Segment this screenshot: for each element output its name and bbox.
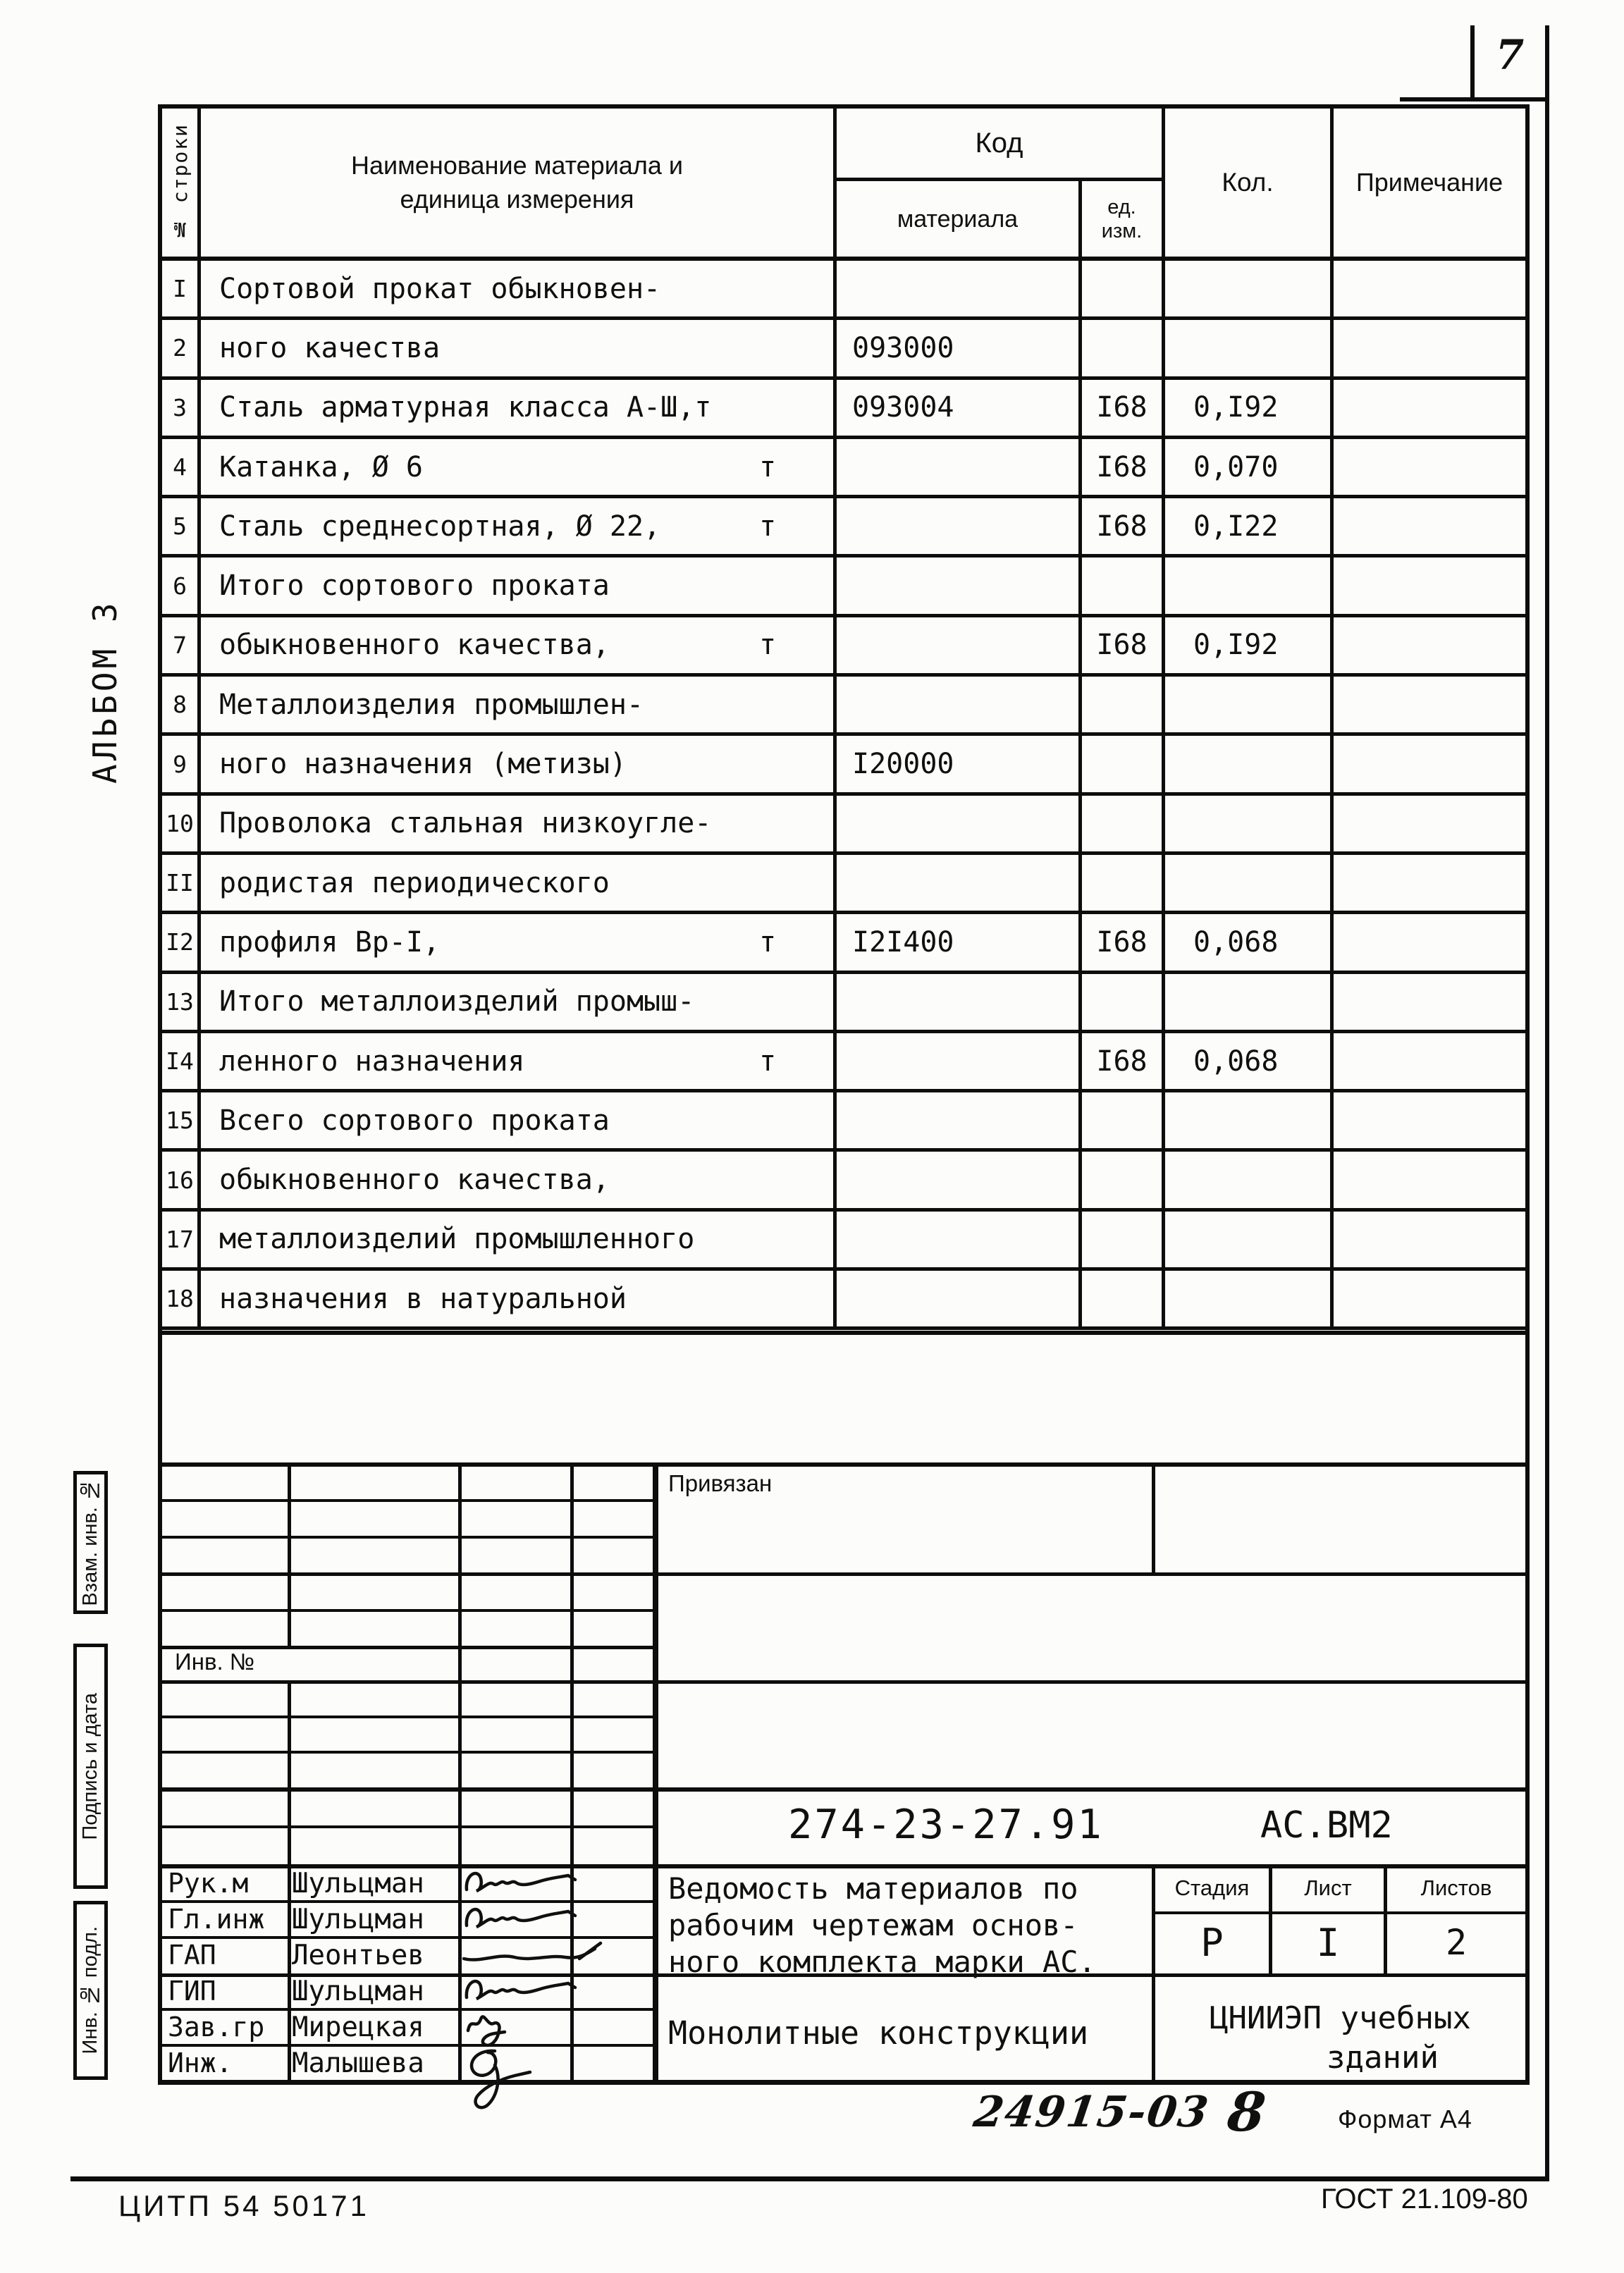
row-number: 9 [162, 736, 201, 795]
row-number: 15 [162, 1092, 201, 1152]
cell-code-unit: I68 [1082, 439, 1165, 498]
signature-role: Зав.гр [168, 2012, 265, 2043]
stamp-line [288, 1462, 291, 1646]
stamp-line [158, 1715, 656, 1718]
strip-vzam-inv: Взам. инв. № [73, 1471, 108, 1614]
cell-material-name: ного качества [201, 320, 837, 379]
stamp-line [158, 1499, 656, 1502]
signature-role: ГАП [168, 1940, 216, 1971]
sheet-value: I [1316, 1920, 1340, 1965]
cell-code-material [837, 439, 1082, 498]
page-number: 7 [1495, 31, 1525, 79]
bottom-frame-line [70, 2176, 1549, 2181]
row-number: 6 [162, 558, 201, 617]
signature-name: Леонтьев [292, 1940, 424, 1971]
signature-name: Малышева [292, 2047, 424, 2079]
row-number: 18 [162, 1271, 201, 1330]
stage-value: Р [1200, 1920, 1224, 1965]
cell-material-name: профиля Вр-I, т [201, 914, 837, 973]
cell-note [1334, 617, 1525, 677]
cell-material-name: Катанка, Ø 6 т [201, 439, 837, 498]
doc-code: АС.ВМ2 [1260, 1804, 1393, 1847]
album-caption: АЛЬБОМ 3 [86, 599, 124, 784]
cell-code-unit: I68 [1082, 617, 1165, 677]
row-number: II [162, 855, 201, 914]
row-number: 10 [162, 796, 201, 855]
signature-role: Инж. [168, 2047, 233, 2078]
cell-quantity [1165, 855, 1334, 914]
cell-quantity: 0,I92 [1165, 617, 1334, 677]
cell-material-name: назначения в натуральной [201, 1271, 837, 1330]
sheets-value: 2 [1445, 1922, 1468, 1963]
cell-code-material [837, 1212, 1082, 1271]
cell-material-name: Проволока стальная низкоугле- [201, 796, 837, 855]
cell-quantity [1165, 1271, 1334, 1330]
right-connector-line [1525, 1335, 1530, 1466]
signature-name: Шульцман [292, 1868, 424, 1899]
header-note: Примечание [1355, 168, 1503, 197]
cell-unit: т [759, 925, 777, 959]
signature-row [158, 2044, 656, 2080]
cell-material-name: родистая периодического [201, 855, 837, 914]
handwritten-sheet-number: 8 [1224, 2081, 1269, 2143]
materials-table [158, 104, 1530, 1335]
row-number: 5 [162, 498, 201, 558]
cell-code-unit [1082, 855, 1165, 914]
table-body [162, 261, 1525, 1330]
sheets-label: Листов [1420, 1875, 1492, 1900]
stamp-line [158, 1462, 1530, 1467]
row-number: 3 [162, 380, 201, 439]
row-number: 8 [162, 677, 201, 736]
cell-code-unit: I68 [1082, 498, 1165, 558]
cell-unit: т [759, 629, 777, 662]
row-number: 16 [162, 1152, 201, 1211]
cell-code-unit [1082, 1271, 1165, 1330]
cell-code-material [837, 498, 1082, 558]
cell-code-unit [1082, 736, 1165, 795]
cell-code-material [837, 677, 1082, 736]
cell-note [1334, 1152, 1525, 1211]
inv-no-label: Инв. № [175, 1649, 255, 1675]
cell-note [1334, 1271, 1525, 1330]
stamp-line [158, 1680, 1530, 1684]
header-code-group [837, 109, 1165, 257]
cell-quantity: 0,068 [1165, 1033, 1334, 1092]
cell-material-name: обыкновенного качества, т [201, 617, 837, 677]
cell-quantity [1165, 1152, 1334, 1211]
row-number: 17 [162, 1212, 201, 1271]
header-qty: Кол. [1165, 109, 1334, 257]
strip-inv-podl: Инв. № подл. [73, 1901, 108, 2080]
cell-code-material [837, 617, 1082, 677]
cell-quantity [1165, 1212, 1334, 1271]
cell-quantity [1165, 677, 1334, 736]
cell-material-name: Итого сортового проката [201, 558, 837, 617]
cell-quantity: 0,I22 [1165, 498, 1334, 558]
format-note: Формат А4 [1338, 2105, 1472, 2133]
signature-name: Шульцман [292, 1904, 424, 1935]
header-row-no: № строки [162, 109, 201, 257]
signature-name: Мирецкая [292, 2012, 424, 2043]
stamp-line [1152, 1462, 1155, 1572]
cell-note [1334, 855, 1525, 914]
cell-code-unit [1082, 1092, 1165, 1152]
cell-code-material [837, 974, 1082, 1033]
header-name: Наименование материала и единица измерения [201, 109, 837, 257]
header-code-material: материала [837, 181, 1082, 257]
stamp-title: Ведомость материалов по рабочим чертежам основ- ного комплекта марки АС. [668, 1871, 1096, 1979]
signature-role: ГИП [168, 1976, 216, 2007]
row-number: 2 [162, 320, 201, 379]
cell-material-name: Сталь среднесортная, Ø 22, т [201, 498, 837, 558]
left-connector-line [158, 1335, 162, 1466]
cell-quantity [1165, 736, 1334, 795]
cell-code-material [837, 796, 1082, 855]
signature-row [158, 2008, 656, 2044]
signature-row [158, 1900, 656, 1936]
stamp-line [158, 1609, 656, 1612]
cell-note [1334, 796, 1525, 855]
header-code-unit: ед. изм. [1101, 196, 1143, 242]
cell-note [1334, 677, 1525, 736]
signature-autograph [461, 2041, 602, 2083]
cell-note [1334, 914, 1525, 973]
pageno-underline [1400, 97, 1549, 101]
row-number: 13 [162, 974, 201, 1033]
signature-row [158, 1864, 656, 1900]
cell-note [1334, 498, 1525, 558]
sheet-label: Лист [1304, 1875, 1352, 1900]
cell-quantity [1165, 974, 1334, 1033]
cell-code-material [837, 1271, 1082, 1330]
cell-code-material [837, 1092, 1082, 1152]
cell-note [1334, 380, 1525, 439]
cell-code-material: I2I400 [837, 914, 1082, 973]
cell-note [1334, 1212, 1525, 1271]
cell-quantity: 0,070 [1165, 439, 1334, 498]
cell-material-name: ленного назначения т [201, 1033, 837, 1092]
pageno-left-line [1470, 25, 1475, 100]
cell-code-unit [1082, 320, 1165, 379]
stamp-line [158, 1751, 656, 1754]
cell-note [1334, 1033, 1525, 1092]
stamp-line [158, 2080, 1530, 2085]
cell-unit: т [759, 450, 777, 483]
cell-code-material: 093004 [837, 380, 1082, 439]
cell-material-name: металлоизделий промышленного [201, 1212, 837, 1271]
cell-material-name: обыкновенного качества, [201, 1152, 837, 1211]
cell-note [1334, 974, 1525, 1033]
strip-podpis-data: Подпись и дата [73, 1644, 108, 1889]
cell-note [1334, 320, 1525, 379]
row-number: I4 [162, 1033, 201, 1092]
stage-label: Стадия [1174, 1875, 1250, 1900]
right-frame-line [1545, 25, 1549, 2176]
cell-code-unit: I68 [1082, 914, 1165, 973]
cell-code-unit [1082, 796, 1165, 855]
stamp-subtitle: Монолитные конструкции [668, 2014, 1089, 2052]
table-header [162, 109, 1525, 261]
signature-row [158, 1936, 656, 1972]
org-name: ЦНИИЭП учебных зданий [1210, 2000, 1471, 2076]
cell-material-name: Итого металлоизделий промыш- [201, 974, 837, 1033]
row-number: I2 [162, 914, 201, 973]
cell-material-name: Сталь арматурная класса А-Ш,т [201, 380, 837, 439]
signature-name: Шульцман [292, 1976, 424, 2007]
cell-code-unit [1082, 558, 1165, 617]
stamp-line [158, 1536, 656, 1539]
cell-code-unit [1082, 677, 1165, 736]
footer-right: ГОСТ 21.109-80 [1321, 2183, 1528, 2215]
cell-code-material [837, 1152, 1082, 1211]
cell-unit: т [759, 510, 777, 543]
cell-note [1334, 439, 1525, 498]
cell-code-material [837, 855, 1082, 914]
cell-code-unit [1082, 1212, 1165, 1271]
handwritten-doc-number: 24915-03 [971, 2088, 1213, 2137]
cell-quantity: 0,I92 [1165, 380, 1334, 439]
signature-role: Гл.инж [168, 1904, 265, 1935]
cell-code-material [837, 1033, 1082, 1092]
cell-code-material [837, 261, 1082, 320]
cell-note [1334, 1092, 1525, 1152]
cell-quantity [1165, 320, 1334, 379]
cell-material-name: Сортовой прокат обыкновен- [201, 261, 837, 320]
cell-note [1334, 736, 1525, 795]
header-code: Код [837, 109, 1162, 181]
cell-quantity: 0,068 [1165, 914, 1334, 973]
signature-role: Рук.м [168, 1868, 249, 1899]
cell-unit: т [759, 1045, 777, 1078]
row-number: 4 [162, 439, 201, 498]
cell-note [1334, 261, 1525, 320]
stamp-line [1525, 1462, 1530, 2084]
cell-code-material [837, 558, 1082, 617]
cell-quantity [1165, 796, 1334, 855]
cell-code-material: 093000 [837, 320, 1082, 379]
stamp-line [158, 1787, 1530, 1792]
cell-quantity [1165, 261, 1334, 320]
row-number: 7 [162, 617, 201, 677]
row-number: I [162, 261, 201, 320]
cell-material-name: Металлоизделия промышлен- [201, 677, 837, 736]
cell-note [1334, 558, 1525, 617]
cell-code-unit: I68 [1082, 1033, 1165, 1092]
cell-code-unit [1082, 1152, 1165, 1211]
signature-row [158, 1972, 656, 2008]
cell-material-name: Всего сортового проката [201, 1092, 837, 1152]
cell-code-unit [1082, 974, 1165, 1033]
privyazan-label: Привязан [668, 1470, 773, 1496]
cell-material-name: ного назначения (метизы) [201, 736, 837, 795]
cell-code-material: I20000 [837, 736, 1082, 795]
footer-left: ЦИТП 54 50171 [118, 2189, 369, 2222]
stamp-line [158, 1572, 1530, 1576]
stamp-line [158, 1825, 656, 1828]
doc-number: 274-23-27.91 [788, 1801, 1104, 1848]
cell-quantity [1165, 558, 1334, 617]
cell-quantity [1165, 1092, 1334, 1152]
cell-code-unit [1082, 261, 1165, 320]
cell-code-unit: I68 [1082, 380, 1165, 439]
